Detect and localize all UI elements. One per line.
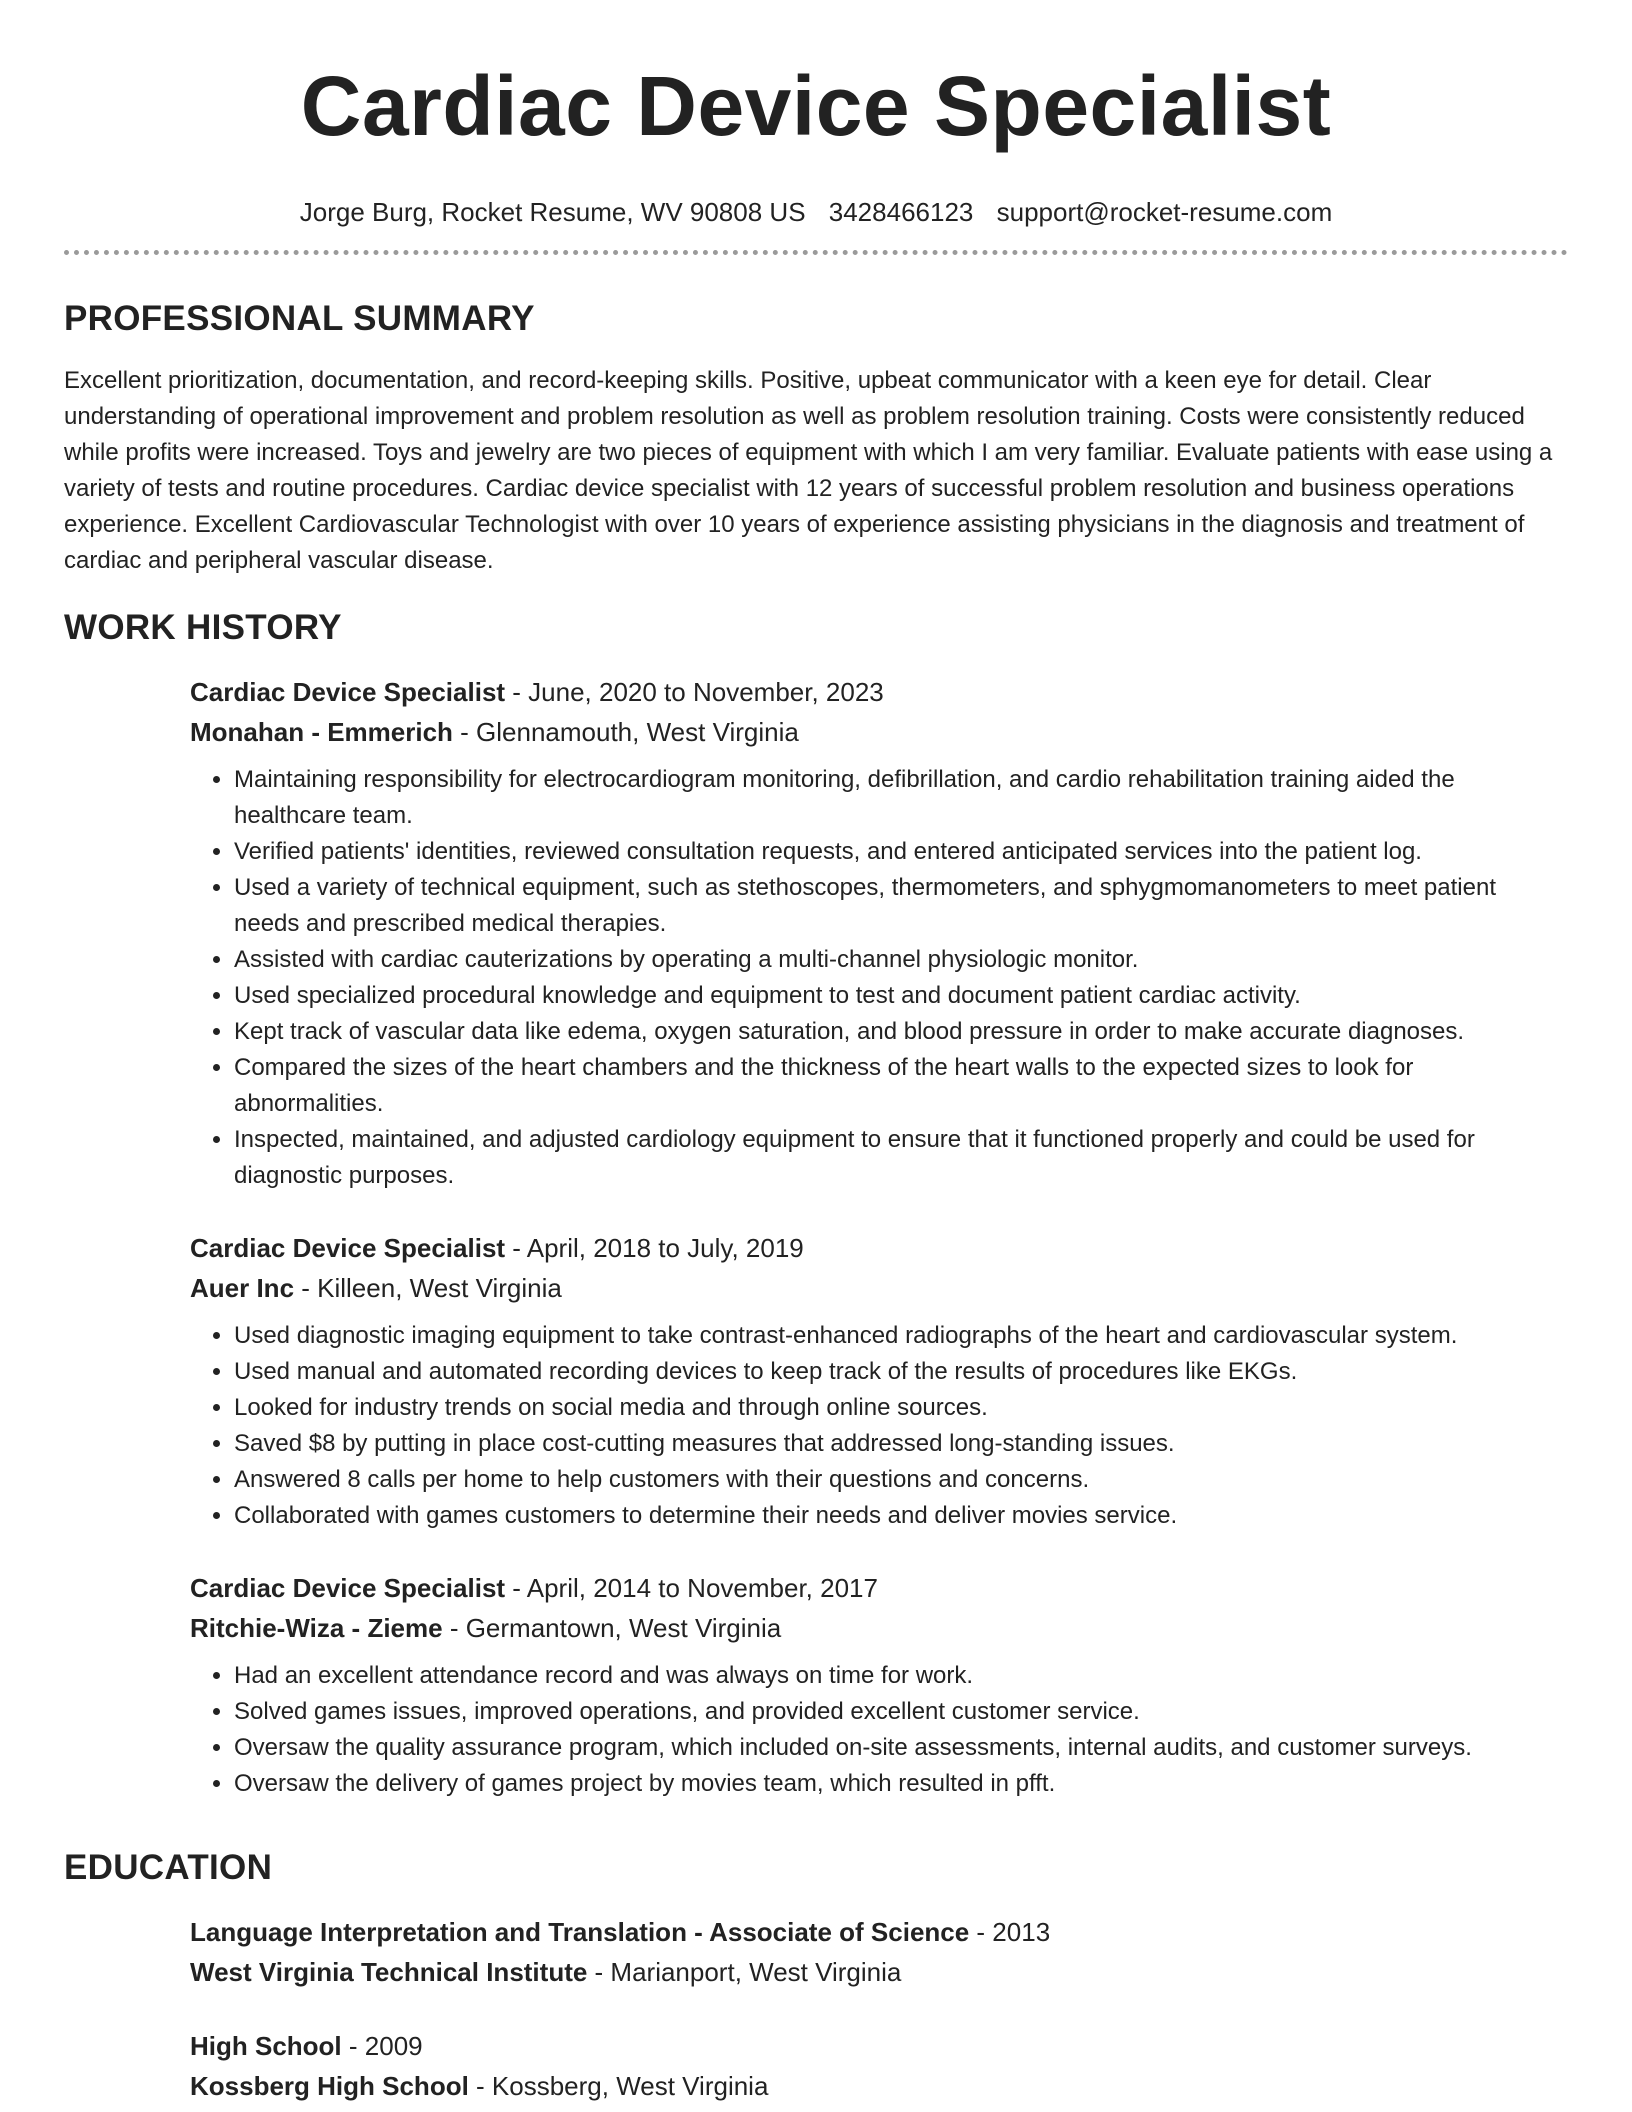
contact-line [0, 196, 1632, 228]
education-year: - 2013 [969, 1917, 1051, 1947]
work-history-section [64, 606, 1568, 1802]
job-company-line [190, 1608, 1568, 1648]
job-dates: - April, 2014 to November, 2017 [505, 1573, 878, 1603]
job-bullet: • Used specialized procedural knowledge and equipment to test and document patient cardiac activity. [234, 978, 1568, 1014]
job-title: Cardiac Device Specialist [190, 1233, 506, 1263]
job-bullets [190, 1658, 1568, 1802]
job-title-line [190, 1228, 1568, 1268]
job-bullets [190, 1318, 1568, 1534]
job-dates: - April, 2018 to July, 2019 [505, 1233, 804, 1263]
job-entry [190, 1228, 1568, 1534]
summary-heading: PROFESSIONAL SUMMARY [64, 299, 535, 338]
resume-header [0, 0, 1632, 228]
job-title: Cardiac Device Specialist [190, 1573, 506, 1603]
job-bullet: • Verified patients' identities, reviewed consultation requests, and entered anticipated services into the patient log. [234, 834, 1568, 870]
job-company-line [190, 1268, 1568, 1308]
contact-phone: 3428466123 [828, 197, 974, 227]
job-bullet: • Maintaining responsibility for electrocardiogram monitoring, defibrillation, and cardio rehabilitation training aided the healthcare team. [234, 762, 1568, 834]
job-bullet: • Inspected, maintained, and adjusted cardiology equipment to ensure that it functioned properly and could be used for diagnostic purposes. [234, 1122, 1568, 1194]
job-location: - Glennamouth, West Virginia [452, 717, 799, 747]
job-bullet: • Looked for industry trends on social media and through online sources. [234, 1390, 1568, 1426]
education-school: West Virginia Technical Institute [190, 1957, 588, 1987]
education-entry [190, 1912, 1568, 1992]
job-entry [190, 1568, 1568, 1802]
job-title-line [190, 672, 1568, 712]
job-bullet: • Collaborated with games customers to determine their needs and deliver movies service. [234, 1498, 1568, 1534]
job-location: - Germantown, West Virginia [442, 1613, 782, 1643]
education-location: - Marianport, West Virginia [587, 1957, 902, 1987]
education-degree: High School [190, 2031, 342, 2061]
education-degree-line [190, 1912, 1568, 1952]
summary-text: Excellent prioritization, documentation, and record-keeping skills. Positive, upbeat communicator with a keen eye for detail. Clear understanding of operational improvement and problem resolution as well as problem resolution training. Costs were consistently reduced while profits were increased. Toys and jewelry are two pieces of equipment with which I am very familiar. Evaluate patients with ease using a variety of tests and routine procedures. Cardiac device specialist with 12 years of successful problem resolution and business operations experience. Excellent Cardiovascular Technologist with over 10 years of experience assisting physicians in the diagnosis and treatment of cardiac and peripheral vascular disease. [64, 367, 1553, 574]
summary-section [64, 297, 1568, 579]
job-bullet: • Kept track of vascular data like edema, oxygen saturation, and blood pressure in order to make accurate diagnoses. [234, 1014, 1568, 1050]
job-bullet: • Solved games issues, improved operations, and provided excellent customer service. [234, 1694, 1568, 1730]
job-bullets [190, 762, 1568, 1194]
education-entry [190, 2026, 1568, 2106]
job-company: Ritchie-Wiza - Zieme [190, 1613, 443, 1643]
education-school: Kossberg High School [190, 2071, 469, 2101]
job-company: Monahan - Emmerich [190, 717, 453, 747]
job-title-line [190, 1568, 1568, 1608]
job-location: - Killeen, West Virginia [294, 1273, 562, 1303]
job-bullet: • Used diagnostic imaging equipment to take contrast-enhanced radiographs of the heart and cardiovascular system. [234, 1318, 1568, 1354]
education-degree: Language Interpretation and Translation - Associate of Science [190, 1917, 970, 1947]
job-bullet: • Saved $8 by putting in place cost-cutting measures that addressed long-standing issues. [234, 1426, 1568, 1462]
header-divider [64, 250, 1568, 255]
job-bullet: • Compared the sizes of the heart chambers and the thickness of the heart walls to the expected sizes to look for abnormalities. [234, 1050, 1568, 1122]
education-location: - Kossberg, West Virginia [468, 2071, 769, 2101]
contact-email: support@rocket-resume.com [996, 197, 1333, 227]
education-section [64, 1846, 1568, 2106]
job-company: Auer Inc [190, 1273, 295, 1303]
job-company-line [190, 712, 1568, 752]
education-degree-line [190, 2026, 1568, 2066]
education-school-line [190, 2066, 1568, 2106]
contact-address: Jorge Burg, Rocket Resume, WV 90808 US [299, 197, 806, 227]
job-bullet: • Answered 8 calls per home to help customers with their questions and concerns. [234, 1462, 1568, 1498]
job-title: Cardiac Device Specialist [190, 677, 506, 707]
work-history-heading: WORK HISTORY [64, 608, 342, 647]
job-entry [190, 672, 1568, 1194]
job-bullet: • Used a variety of technical equipment, such as stethoscopes, thermometers, and sphygmomanometers to meet patient needs and prescribed medical therapies. [234, 870, 1568, 942]
education-school-line [190, 1952, 1568, 1992]
resume-title: Cardiac Device Specialist [300, 59, 1332, 153]
job-bullet: • Oversaw the quality assurance program, which included on-site assessments, internal audits, and customer surveys. [234, 1730, 1568, 1766]
job-bullet: • Used manual and automated recording devices to keep track of the results of procedures like EKGs. [234, 1354, 1568, 1390]
job-dates: - June, 2020 to November, 2023 [505, 677, 884, 707]
job-bullet: • Oversaw the delivery of games project by movies team, which resulted in pfft. [234, 1766, 1568, 1802]
education-year: - 2009 [341, 2031, 423, 2061]
job-bullet: • Assisted with cardiac cauterizations by operating a multi-channel physiologic monitor. [234, 942, 1568, 978]
education-heading: EDUCATION [64, 1848, 273, 1887]
job-bullet: • Had an excellent attendance record and was always on time for work. [234, 1658, 1568, 1694]
